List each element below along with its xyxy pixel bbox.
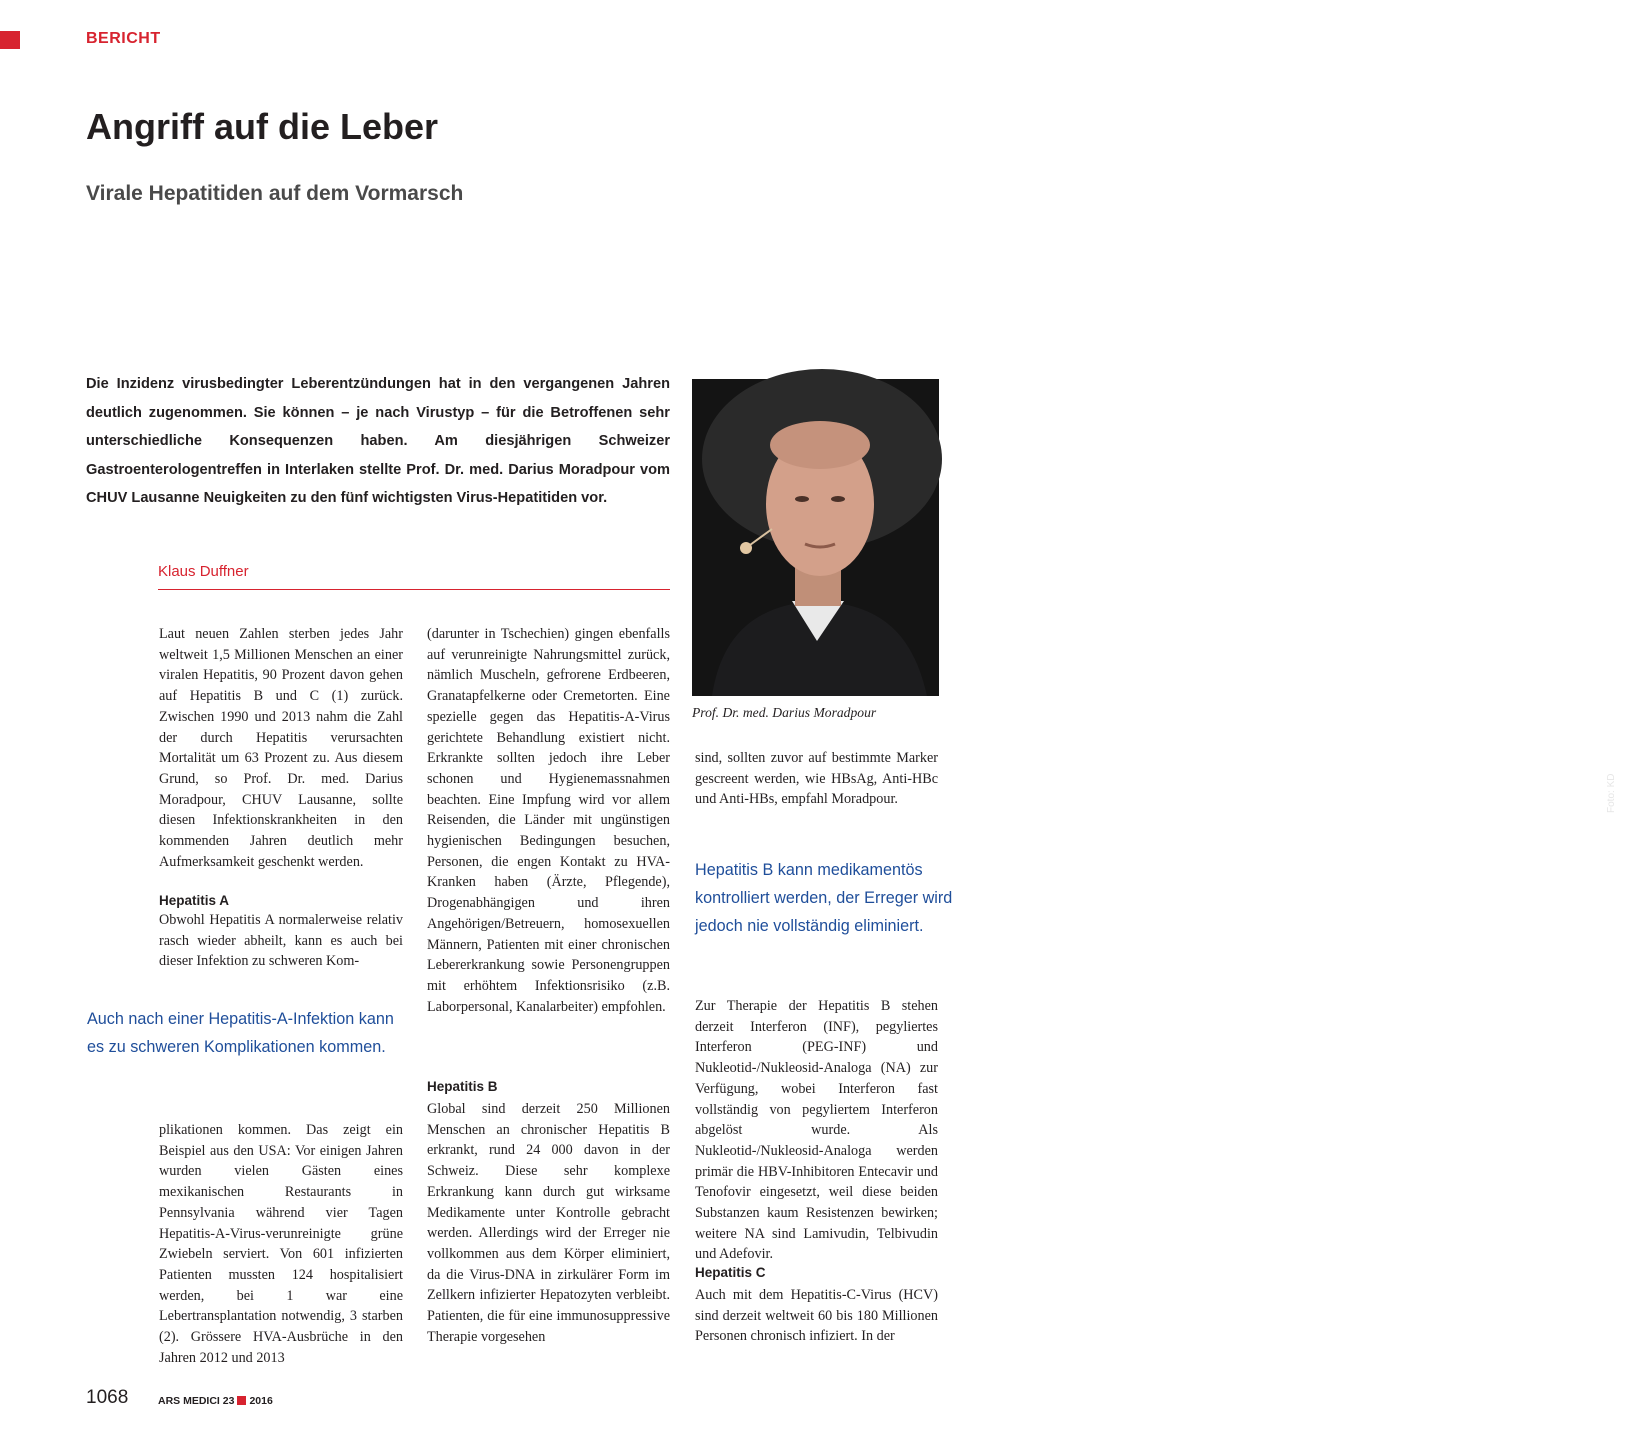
journal-footer [158, 1395, 273, 1407]
pull-quote-hepatitis-a: Auch nach einer Hepatitis-A-Infektion kann es zu schweren Komplikationen kommen. [87, 1010, 394, 1056]
article-headline: Angriff auf die Leber [86, 106, 439, 147]
journal-name: ARS MEDICI 23 [158, 1395, 235, 1407]
journal-year: 2016 [249, 1395, 273, 1407]
page-number: 1068 [86, 1387, 129, 1408]
author-divider [158, 589, 670, 590]
photo-credit: Foto: KD [1606, 773, 1617, 813]
speaker-portrait-illustration [692, 379, 939, 696]
author-byline: Klaus Duffner [158, 563, 249, 580]
article-subheadline: Virale Hepatitiden auf dem Vormarsch [86, 182, 464, 205]
body-paragraph-therapy: Zur Therapie der Hepatitis B stehen derzeit Interferon (INF), pegyliertes Interferon (PEG-INF) und Nukleotid-/Nukleosid-Analoga (NA) zur Verfügung, wobei Interferon fast vollständig von pegyliertem Interferon abgelöst wurde. Als Nukleotid-/Nukleosid-Analoga werden primär die HBV-Inhibitoren Entecavir und Tenofovir eingesetzt, weil diese beiden Substanzen kaum Resistenzen bewirken; weitere NA sind Lamivudin, Telbivudin und Adefovir. [695, 998, 938, 1263]
body-paragraph-col2: (darunter in Tschechien) gingen ebenfalls auf verunreinigte Nahrungsmittel zurück, nämlich Muscheln, gefrorene Erdbeeren, Granatapfelkerne oder Cremetorten. Eine spezielle gegen das Hepatitis-A-Virus gerichtete Behandlung existiert nicht. Erkrankte sollten jedoch ihre Leber schonen und Hygienemassnahmen beachten. Eine Impfung wird vor allem Reisenden, die Länder mit ungünstigen hygienischen Bedingungen besuchen, Personen, die engen Kontakt zu HVA-Kranken haben (Ärzte, Pflegende), Drogenabhängigen und ihren Angehörigen/Betreuern, homosexuellen Männern, Patienten mit einer chronischen Lebererkrankung sowie Personengruppen mit erhöhtem Infektionsrisiko (z.B. Laborpersonal, Kanalarbeiter) empfohlen. [427, 626, 670, 1015]
body-paragraph-hepatitis-b: Global sind derzeit 250 Millionen Menschen an chronischer Hepatitis B erkrankt, rund 24 000 davon in der Schweiz. Diese sehr komplexe Erkrankung kann durch gut wirksame Medikamente unter Kontrolle gebracht werden. Allerdings wird der Erreger nie vollkommen aus dem Körper eliminiert, da die Virus-DNA in zirkulärer Form im Zellkern infizierter Hepatozyten verbleibt. Patienten, die für eine immunosuppressive Therapie vorgesehen [427, 1101, 670, 1345]
body-paragraph-intro: Laut neuen Zahlen sterben jedes Jahr weltweit 1,5 Millionen Menschen an einer viralen Hepatitis, 90 Prozent davon gehen auf Hepatitis B und C (1) zurück. Zwischen 1990 und 2013 nahm die Zahl der durch Hepatitis verursachten Mortalität um 63 Prozent zu. Aus diesem Grund, so Prof. Dr. med. Darius Moradpour, CHUV Lausanne, sollte diesen Infektionskrankheiten in den kommenden Jahren deutlich mehr Aufmerksamkeit geschenkt werden. [159, 626, 403, 870]
body-paragraph-hepatitis-c: Auch mit dem Hepatitis-C-Virus (HCV) sind derzeit weltweit 60 bis 180 Millionen Personen chronisch infiziert. In der [695, 1287, 938, 1345]
subheading-hepatitis-c: Hepatitis C [695, 1265, 766, 1280]
section-marker [0, 31, 20, 49]
article-lead: Die Inzidenz virusbedingter Leberentzündungen hat in den vergangenen Jahren deutlich zugenommen. Sie können – je nach Virustyp – für die Betroffenen sehr unterschiedliche Konsequenzen haben. Am diesjährigen Schweizer Gastroenterologentreffen in Interlaken stellte Prof. Dr. med. Darius Moradpour vom CHUV Lausanne Neuigkeiten zu den fünf wichtigsten Virus-Hepatitiden vor. [86, 376, 670, 507]
journal-marker [237, 1396, 246, 1405]
subheading-hepatitis-b: Hepatitis B [427, 1079, 498, 1094]
pull-quote-hepatitis-b: Hepatitis B kann medikamentös kontrolliert werden, der Erreger wird jedoch nie vollständig eliminiert. [695, 861, 953, 935]
body-paragraph-col3: sind, sollten zuvor auf bestimmte Marker gescreent werden, wie HBsAg, Anti-HBc und Anti-HBs, empfahl Moradpour. [695, 750, 938, 808]
subheading-hepatitis-a: Hepatitis A [159, 893, 230, 908]
photo-caption: Prof. Dr. med. Darius Moradpour [692, 705, 877, 720]
body-paragraph-hepatitis-a-continued: plikationen kommen. Das zeigt ein Beispiel aus den USA: Vor einigen Jahren wurden vielen Gästen eines mexikanischen Restaurants in Pennsylvania während vier Tagen Hepatitis-A-Virus-verunreinigte grüne Zwiebeln serviert. Von 601 infizierten Patienten mussten 124 hospitalisiert werden, bei 1 war eine Lebertransplantation notwendig, 3 starben (2). Grössere HVA-Ausbrüche in den Jahren 2012 und 2013 [159, 1122, 403, 1366]
body-paragraph-hepatitis-a: Obwohl Hepatitis A normalerweise relativ rasch wieder abheilt, kann es auch bei dieser Infektion zu schweren Kom- [159, 912, 403, 970]
section-label: BERICHT [86, 30, 161, 47]
